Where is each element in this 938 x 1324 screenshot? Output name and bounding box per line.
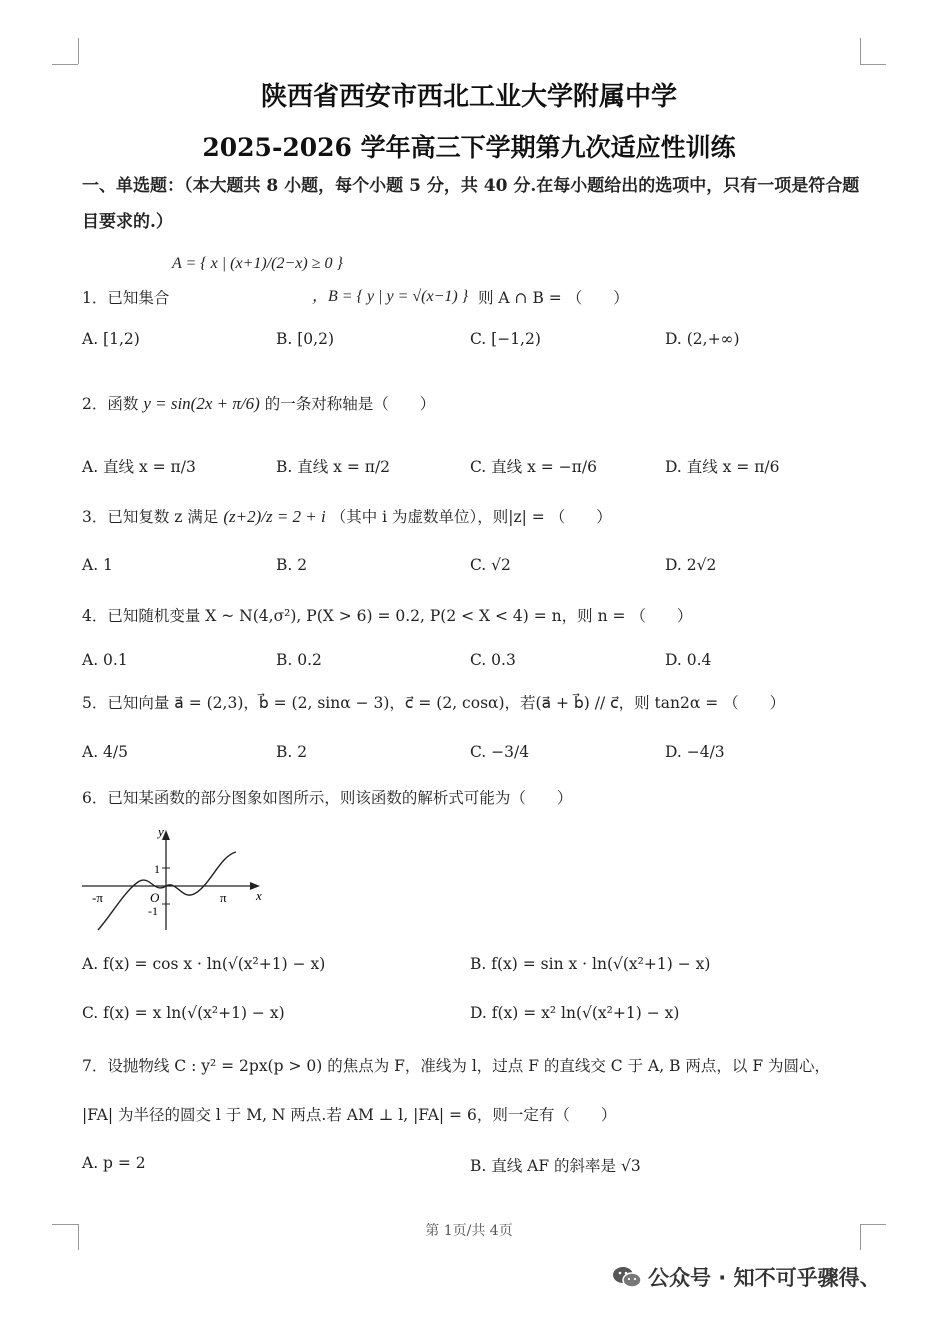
q4-option-d[interactable]: D. 0.4	[665, 651, 712, 669]
crop-mark-top-right-h	[860, 64, 886, 65]
q1-option-a[interactable]: A. [1,2)	[82, 330, 140, 348]
question-7-line1: 7．设抛物线 C : y² = 2px(p > 0) 的焦点为 F，准线为 l，过点 F 的直线交 C 于 A, B 两点，以 F 为圆心，	[82, 1057, 830, 1075]
label-pi: π	[220, 890, 227, 905]
crop-mark-top-left-h	[52, 64, 78, 65]
q4-option-a[interactable]: A. 0.1	[82, 651, 128, 669]
q6-option-d[interactable]: D. f(x) = x² ln(√(x²+1) − x)	[470, 1004, 680, 1022]
q3-suffix: （其中 i 为虚数单位），则|z| = （ ）	[330, 508, 612, 526]
function-graph	[78, 822, 268, 934]
question-2	[82, 392, 435, 414]
school-title: 陕西省西安市西北工业大学附属中学	[260, 82, 677, 112]
q4-option-c[interactable]: C. 0.3	[470, 651, 516, 669]
crop-mark-top-left	[78, 38, 79, 64]
q1-set-a: A = { x | (x+1)/(2−x) ≥ 0 }	[172, 255, 343, 272]
q5-option-c[interactable]: C. −3/4	[470, 743, 530, 761]
label-one: 1	[154, 862, 160, 876]
q2-option-d[interactable]: D. 直线 x = π/6	[665, 458, 780, 476]
q2-prefix: 2．函数	[82, 395, 139, 413]
q6-option-b[interactable]: B. f(x) = sin x · ln(√(x²+1) − x)	[470, 955, 711, 973]
watermark	[612, 1262, 881, 1292]
q6-option-c[interactable]: C. f(x) = x ln(√(x²+1) − x)	[82, 1004, 285, 1022]
crop-mark-top-right	[860, 38, 861, 64]
q3-expression: (z+2)/z = 2 + i	[223, 507, 326, 526]
x-axis-label: x	[256, 888, 262, 903]
q3-option-b[interactable]: B. 2	[276, 556, 308, 574]
q1-prefix: 1．已知集合	[82, 289, 170, 307]
question-5: 5．已知向量 a⃗ = (2,3)，b⃗ = (2, sinα − 3)，c⃗ = (2, cosα)，若(a⃗ + b⃗) // c⃗，则 tan2α = （ ）	[82, 694, 786, 712]
q4-option-b[interactable]: B. 0.2	[276, 651, 322, 669]
question-6: 6．已知某函数的部分图象如图所示，则该函数的解析式可能为（ ）	[82, 789, 573, 807]
q5-option-b[interactable]: B. 2	[276, 743, 308, 761]
q1-option-c[interactable]: C. [−1,2)	[470, 330, 541, 348]
q7-option-b[interactable]: B. 直线 AF 的斜率是 √3	[470, 1157, 641, 1175]
q2-suffix: 的一条对称轴是（ ）	[264, 395, 436, 413]
label-neg-one: -1	[148, 904, 158, 918]
q2-option-c[interactable]: C. 直线 x = −π/6	[470, 458, 597, 476]
q1-option-d[interactable]: D. (2,+∞)	[665, 330, 740, 348]
q5-option-a[interactable]: A. 4/5	[82, 743, 128, 761]
q7-option-a[interactable]: A. p = 2	[82, 1154, 146, 1172]
watermark-text: 公众号 · 知不可乎骤得、	[648, 1266, 881, 1290]
question-3	[82, 505, 612, 527]
wechat-icon	[612, 1265, 642, 1289]
y-axis-label: y	[158, 824, 164, 839]
label-neg-pi: -π	[92, 890, 103, 905]
origin-label: O	[150, 890, 160, 905]
section-heading: 一、单选题：（本大题共 8 小题，每个小题 5 分，共 40 分.在每小题给出的选项中，只有一项是符合题目要求的.）	[82, 176, 860, 232]
q1-set-b: ，B = { y | y = √(x−1) }	[312, 288, 469, 305]
question-7-line2: |FA| 为半径的圆交 l 于 M, N 两点.若 AM ⊥ l, |FA| = 6，则一定有（ ）	[82, 1106, 617, 1124]
q3-option-c[interactable]: C. √2	[470, 556, 511, 574]
exam-title: 2025-2026 学年高三下学期第九次适应性训练	[202, 133, 736, 162]
q3-option-a[interactable]: A. 1	[82, 556, 113, 574]
q6-option-a[interactable]: A. f(x) = cos x · ln(√(x²+1) − x)	[82, 955, 326, 973]
q3-option-d[interactable]: D. 2√2	[665, 556, 717, 574]
function-curve	[98, 852, 236, 930]
q5-option-d[interactable]: D. −4/3	[665, 743, 725, 761]
q2-function: y = sin(2x + π/6)	[143, 394, 260, 413]
q1-option-b[interactable]: B. [0,2)	[276, 330, 334, 348]
q2-option-a[interactable]: A. 直线 x = π/3	[82, 458, 196, 476]
question-1	[82, 286, 169, 308]
question-4: 4．已知随机变量 X ~ N(4,σ²), P(X > 6) = 0.2, P(2 < X < 4) = n，则 n = （ ）	[82, 607, 693, 625]
q1-suffix: 则 A ∩ B = （ ）	[478, 289, 629, 307]
q3-prefix: 3．已知复数 z 满足	[82, 508, 219, 526]
page-footer: 第 1页/共 4页	[425, 1223, 513, 1239]
q2-option-b[interactable]: B. 直线 x = π/2	[276, 458, 391, 476]
